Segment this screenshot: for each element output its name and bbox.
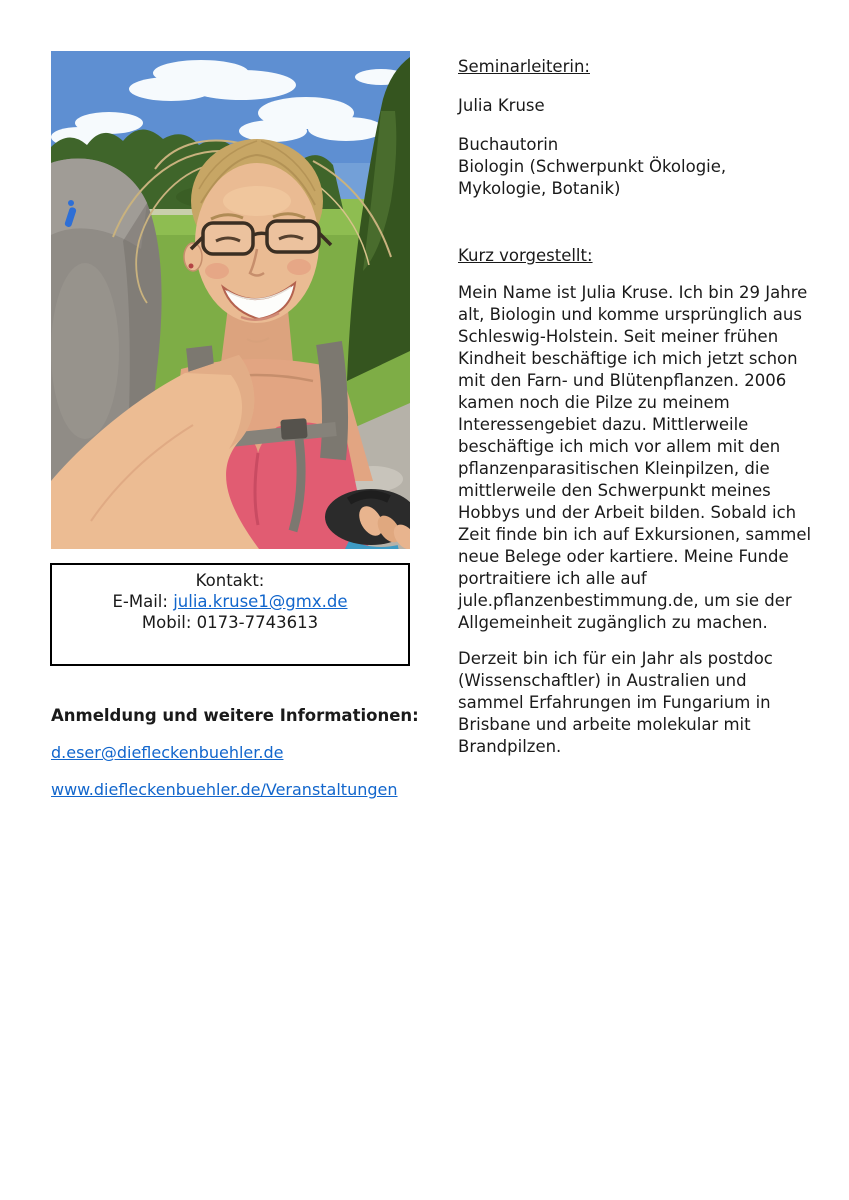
- about-paragraph-2: Derzeit bin ich für ein Jahr als postdoc (Wissenschaftler) in Australien und sammel Erfahrungen im Fungarium in Brisbane und arbeite molekular mit Brandpilzen.: [458, 649, 773, 756]
- contact-email-label: E-Mail:: [112, 592, 168, 611]
- about-paragraph-1: Mein Name ist Julia Kruse. Ich bin 29 Jahre alt, Biologin und komme ursprünglich aus Schleswig-Holstein. Seit meiner frühen Kindheit beschäftige ich mich jetzt schon mit den Farn- und Blütenpflanzen. 2006 kamen noch die Pilze zu meinem Interessengebiet dazu. Mittlerweile beschäftige ich mich vor allem mit den pflanzenparasitischen Kleinpilzen, die mittlerweile den Schwerpunkt meines Hobbys und der Arbeit bilden. Sobald ich Zeit finde bin ich auf Exkursionen, sammel neue Belege oder kartiere. Meine Funde portraitiere ich alle auf jule.pflanzenbestimmung.de, um sie der Allgemeinheit zugänglich zu machen.: [458, 283, 812, 632]
- registration-email-link[interactable]: d.eser@diefleckenbuehler.de: [51, 743, 284, 762]
- leader-heading: Seminarleiterin:: [458, 57, 590, 76]
- chest-buckle: [280, 418, 307, 440]
- registration-section: [51, 706, 436, 800]
- registration-website-link[interactable]: www.diefleckenbuehler.de/Veranstaltungen: [51, 780, 398, 799]
- contact-mobile: Mobil: 0173-7743613: [141, 613, 319, 632]
- contact-email-link[interactable]: julia.kruse1@gmx.de: [173, 592, 348, 611]
- leader-role: [458, 134, 812, 200]
- leader-role-line1: Buchautorin: [458, 135, 559, 154]
- registration-heading: Anmeldung und weitere Informationen:: [51, 706, 419, 725]
- contact-box: [50, 563, 410, 666]
- shoulder-strap-right: [329, 343, 335, 459]
- right-column: [458, 56, 812, 758]
- leader-name: Julia Kruse: [458, 96, 545, 115]
- contact-email-line: [52, 591, 408, 612]
- contact-heading: Kontakt:: [195, 571, 265, 590]
- leader-role-line2: Biologin (Schwerpunkt Ökologie, Mykologie, Botanik): [458, 157, 727, 198]
- about-heading: Kurz vorgestellt:: [458, 246, 593, 265]
- earring: [189, 264, 194, 269]
- profile-photo-illustration: [51, 51, 410, 549]
- profile-photo: [51, 51, 410, 549]
